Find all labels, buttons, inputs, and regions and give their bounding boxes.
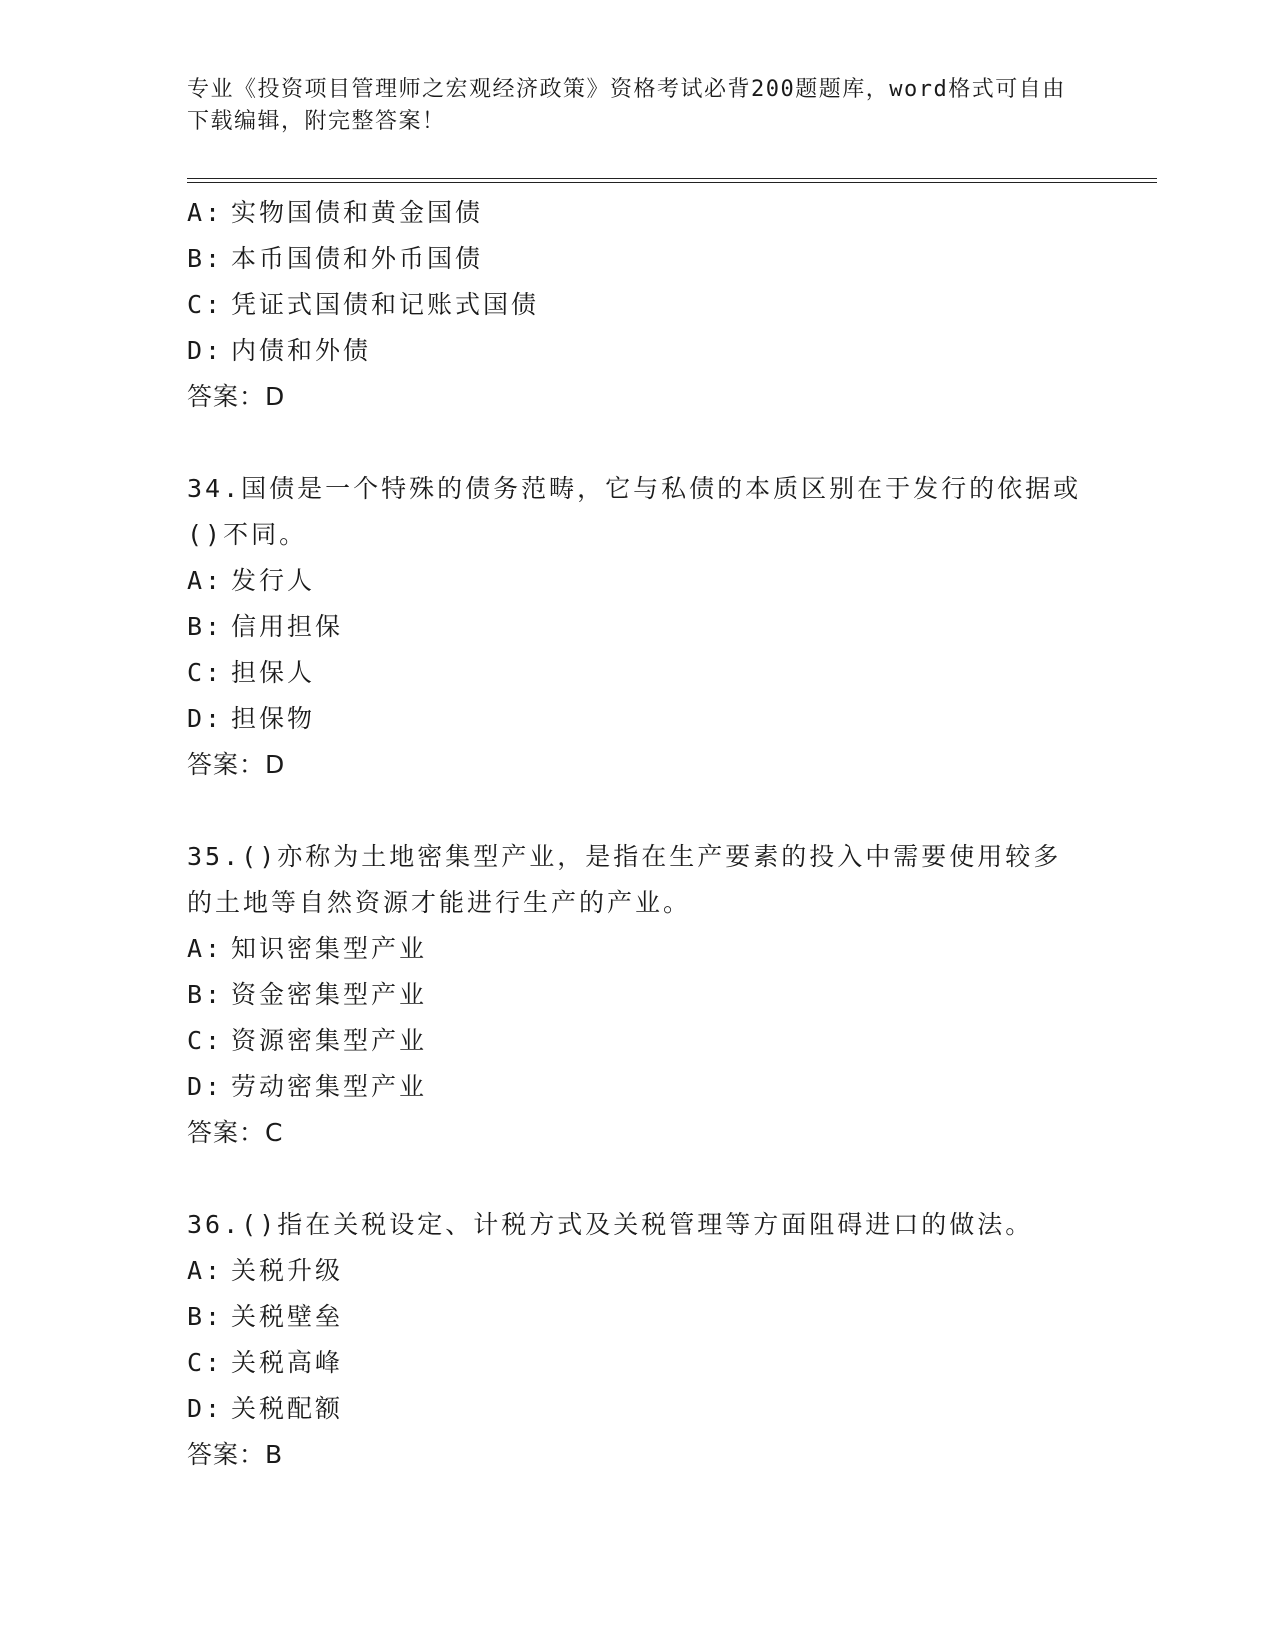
option-a: A: 关税升级 — [187, 1256, 344, 1285]
answer-line: 答案：D — [187, 750, 286, 779]
answer-line: 答案：D — [187, 382, 286, 411]
answer-line: 答案：C — [187, 1118, 284, 1147]
option-c: C: 凭证式国债和记账式国债 — [187, 290, 540, 319]
question-content — [187, 190, 1087, 1478]
spacer — [187, 420, 1087, 466]
option-a: A: 实物国债和黄金国债 — [187, 198, 484, 227]
header-rule-bottom — [187, 182, 1157, 183]
question-block-35 — [187, 834, 1087, 1156]
question-block-34 — [187, 466, 1087, 788]
answer-line: 答案：B — [187, 1440, 284, 1469]
question-block-36 — [187, 1202, 1087, 1478]
option-d: D: 担保物 — [187, 704, 316, 733]
option-c: C: 担保人 — [187, 658, 316, 687]
option-d: D: 内债和外债 — [187, 336, 372, 365]
question-title: 35.()亦称为土地密集型产业，是指在生产要素的投入中需要使用较多的土地等自然资源才能进行生产的产业。 — [187, 842, 1062, 917]
option-d: D: 关税配额 — [187, 1394, 344, 1423]
option-b: B: 信用担保 — [187, 612, 344, 641]
document-header: 专业《投资项目管理师之宏观经济政策》资格考试必背200题题库，word格式可自由下载编辑，附完整答案！ — [187, 77, 1066, 134]
option-c: C: 关税高峰 — [187, 1348, 344, 1377]
header-rule-top — [187, 178, 1157, 179]
question-block-partial — [187, 190, 1087, 420]
spacer — [187, 1156, 1087, 1202]
spacer — [187, 788, 1087, 834]
option-b: B: 资金密集型产业 — [187, 980, 428, 1009]
option-b: B: 本币国债和外币国债 — [187, 244, 484, 273]
option-d: D: 劳动密集型产业 — [187, 1072, 428, 1101]
option-a: A: 知识密集型产业 — [187, 934, 428, 963]
question-title: 34.国债是一个特殊的债务范畴，它与私债的本质区别在于发行的依据或()不同。 — [187, 474, 1082, 549]
option-c: C: 资源密集型产业 — [187, 1026, 428, 1055]
question-title: 36.()指在关税设定、计税方式及关税管理等方面阻碍进口的做法。 — [187, 1210, 1034, 1239]
option-b: B: 关税壁垒 — [187, 1302, 344, 1331]
option-a: A: 发行人 — [187, 566, 316, 595]
